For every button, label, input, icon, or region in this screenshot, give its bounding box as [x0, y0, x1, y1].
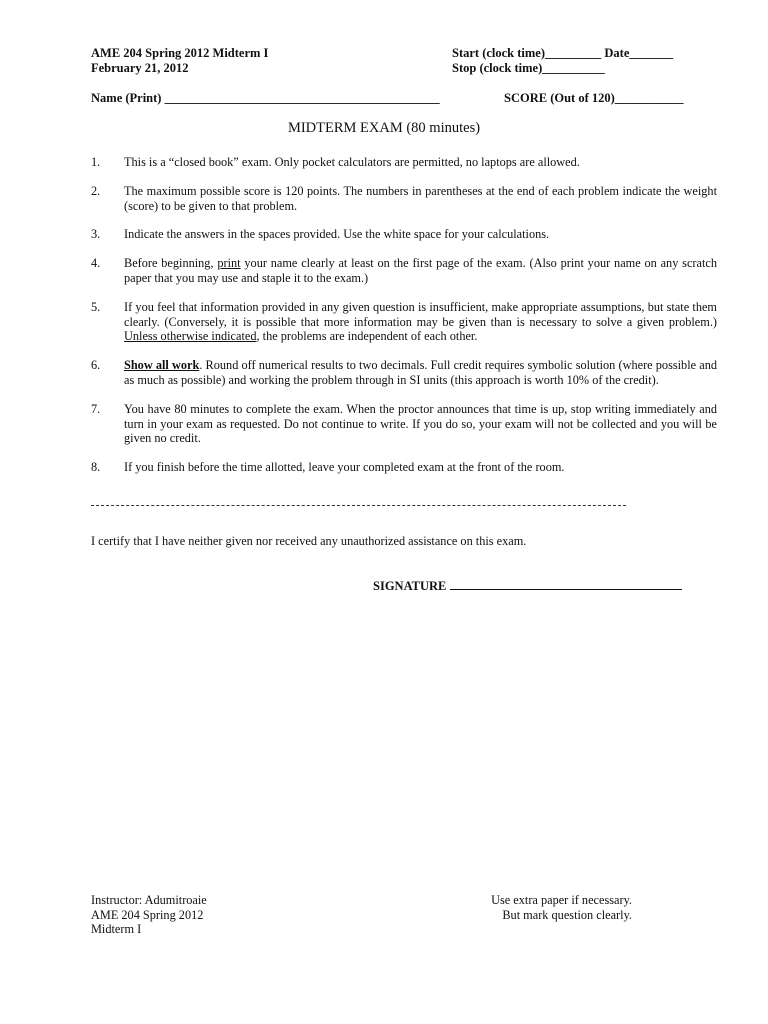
instruction-text-part: , the problems are independent of each other. — [256, 329, 478, 344]
instruction-text — [124, 358, 717, 388]
instruction-text-part: Before beginning, — [124, 256, 218, 271]
instruction-number: 7. — [91, 401, 101, 416]
footer-note-line-2: But mark question clearly. — [502, 907, 632, 922]
instruction-number: 1. — [91, 155, 101, 169]
instruction-text: If you finish before the time allotted, leave your completed exam at the front of the room. — [124, 460, 565, 475]
footer-course: AME 204 Spring 2012 — [91, 907, 204, 922]
instruction-text: The maximum possible score is 120 points. The numbers in parentheses at the end of each problem indicate the weight (score) to be given to that problem. — [124, 183, 717, 213]
instruction-text: This is a “closed book” exam. Only pocket calculators are permitted, no laptops are allowed. — [124, 155, 580, 169]
signature-field — [373, 577, 682, 594]
footer-course-info — [91, 893, 207, 937]
stop-time-line: Stop (clock time)__________ — [452, 61, 605, 75]
clock-time-block — [452, 46, 673, 76]
start-time-line: Start (clock time)_________ Date_______ — [452, 46, 674, 60]
underlined-phrase: Unless otherwise indicated — [124, 329, 257, 344]
dashed-divider — [91, 505, 626, 506]
score-field: SCORE (Out of 120)___________ — [504, 91, 684, 105]
certification-statement: I certify that I have neither given nor received any unauthorized assistance on this exam. — [91, 534, 527, 548]
instruction-item — [91, 184, 717, 214]
name-print-field: Name (Print) ____________________________________________ — [91, 91, 440, 105]
exam-title: MIDTERM EXAM (80 minutes) — [287, 120, 481, 136]
instruction-number: 5. — [91, 299, 101, 314]
instruction-item — [91, 460, 717, 475]
instruction-text-part: . Round off numerical results to two decimals. Full credit requires symbolic solution (where possible and as much as possible) and working the problem through in SI units (this approach is worth 10% of the credit). — [124, 358, 717, 387]
instruction-text-part: If you feel that information provided in any given question is insufficient, make appropriate assumptions, but state them clearly. (Conversely, it is possible that more information may be given than is necessary to solve a given problem.) — [124, 299, 717, 329]
date-line: February 21, 2012 — [91, 61, 189, 75]
footer-note — [430, 893, 632, 922]
show-all-work-emphasis: Show all work — [124, 358, 200, 373]
signature-label: SIGNATURE — [373, 579, 447, 593]
instruction-text-part: your name clearly at least on the first page of the exam. (Also print your name on any scratch paper that you may use and staple it to the exam.) — [124, 256, 717, 285]
course-line: AME 204 Spring 2012 Midterm I — [91, 46, 269, 60]
instruction-item — [91, 256, 717, 286]
instruction-number: 3. — [91, 227, 101, 242]
footer-instructor: Instructor: Adumitroaie — [91, 893, 207, 907]
instructions-list — [91, 155, 717, 489]
instruction-text: You have 80 minutes to complete the exam. When the proctor announces that time is up, stop writing immediately and turn in your exam as requested. Do not continue to write. If you do so, your exam will not be collected and you will be given no credit. — [124, 401, 717, 446]
instruction-number: 8. — [91, 460, 101, 475]
course-header — [91, 46, 268, 76]
signature-line — [450, 577, 682, 590]
instruction-item — [91, 402, 717, 446]
instruction-text — [124, 300, 717, 344]
underlined-word: print — [217, 256, 241, 271]
instruction-number: 2. — [91, 183, 101, 198]
footer-exam: Midterm I — [91, 922, 142, 936]
instruction-number: 4. — [91, 256, 101, 271]
instruction-text — [124, 256, 717, 286]
instruction-number: 6. — [91, 358, 101, 373]
instruction-item — [91, 300, 717, 344]
instruction-item — [91, 155, 717, 170]
instruction-text: Indicate the answers in the spaces provided. Use the white space for your calculations. — [124, 227, 550, 242]
instruction-item — [91, 227, 717, 242]
footer-note-line-1: Use extra paper if necessary. — [491, 893, 632, 907]
instruction-item — [91, 358, 717, 388]
